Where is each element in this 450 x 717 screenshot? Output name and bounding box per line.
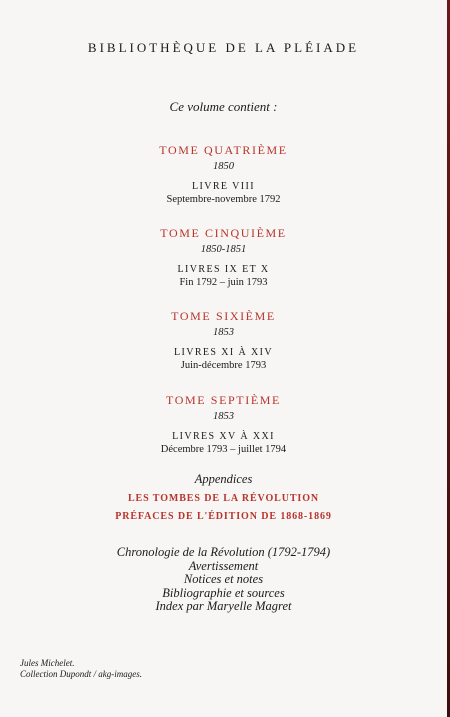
appendix-item: PRÉFACES DE L'ÉDITION DE 1868-1869 [115, 511, 332, 522]
contents-item: Bibliographie et sources [162, 585, 285, 600]
contents-item: Avertissement [188, 558, 259, 573]
tome-year: 1853 [213, 327, 234, 338]
appendix-item: LES TOMBES DE LA RÉVOLUTION [127, 493, 319, 504]
appendices-block [0, 472, 447, 522]
tome-block-5 [0, 226, 447, 288]
series-title: BIBLIOTHÈQUE DE LA PLÉIADE [87, 40, 360, 55]
tome-block-4 [0, 143, 447, 205]
volume-intro: Ce volume contient : [169, 99, 278, 114]
contents-item: Chronologie de la Révolution (1792-1794) [116, 545, 331, 559]
tome-dates: Septembre-novembre 1792 [166, 194, 281, 205]
tome-title: TOME QUATRIÈME [159, 143, 288, 157]
credit-line: Jules Michelet. [20, 658, 75, 668]
tome-dates: Décembre 1793 – juillet 1794 [160, 444, 287, 455]
tome-title: TOME SEPTIÈME [166, 393, 281, 407]
tome-books: LIVRE VIII [192, 181, 255, 192]
tome-year: 1850 [213, 161, 234, 172]
tome-block-7 [0, 393, 447, 455]
photo-credits [20, 658, 142, 680]
tome-dates: Fin 1792 – juin 1793 [179, 277, 268, 288]
tome-books: LIVRES XI À XIV [173, 347, 274, 358]
tome-title: TOME CINQUIÈME [160, 226, 287, 240]
credit-line: Collection Dupondt / akg-images. [20, 669, 142, 679]
tome-books: LIVRES IX ET X [177, 264, 270, 275]
tome-dates: Juin-décembre 1793 [180, 360, 267, 371]
contents-item: Notices et notes [183, 572, 264, 586]
appendices-title: Appendices [194, 472, 253, 486]
tome-title: TOME SIXIÈME [171, 309, 276, 323]
contents-item: Index par Maryelle Magret [155, 599, 292, 613]
contents-list [0, 546, 447, 614]
tome-year: 1850-1851 [200, 244, 247, 255]
tome-block-6 [0, 309, 447, 371]
tome-books: LIVRES XV À XXI [172, 431, 275, 442]
tome-year: 1853 [213, 411, 234, 422]
